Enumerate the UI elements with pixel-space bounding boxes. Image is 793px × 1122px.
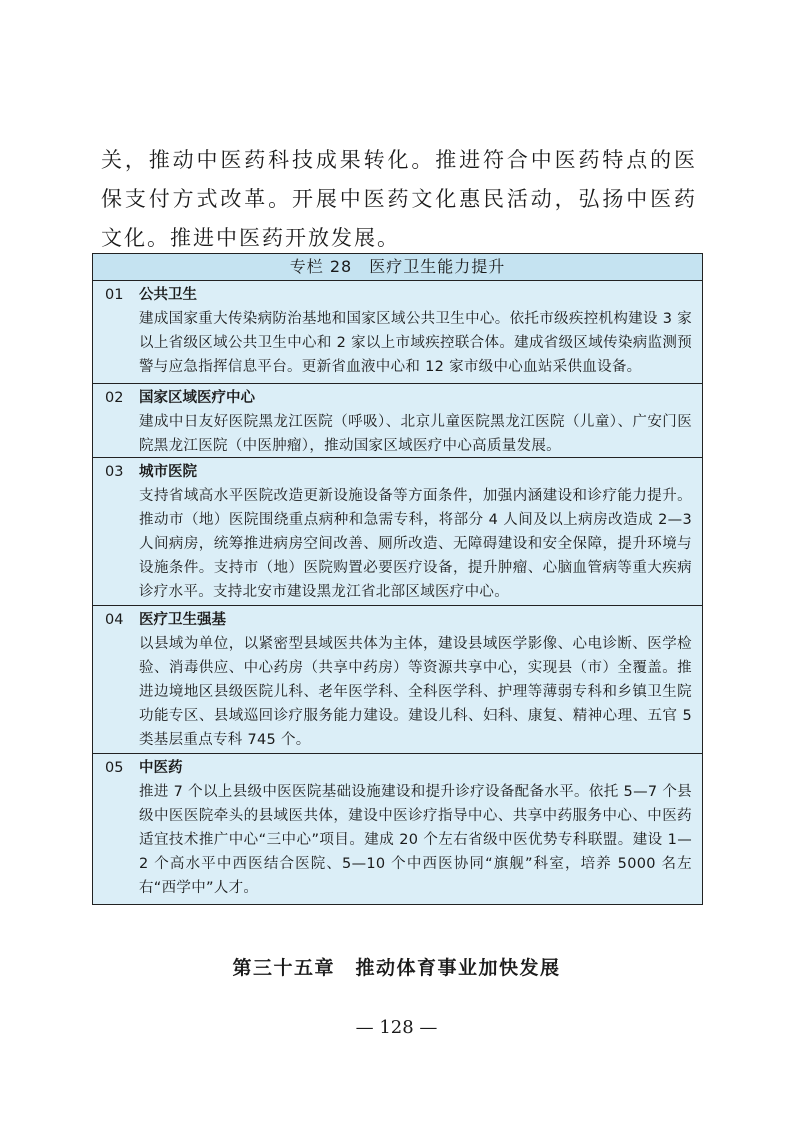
section-number: 01 [105,287,124,303]
section-city-hospital [93,458,702,606]
section-body: 建成中日友好医院黑龙江医院（呼吸）、北京儿童医院黑龙江医院（儿童）、广安门医院黑龙江医院（中医肿瘤），推动国家区域医疗中心高质量发展。 [139,414,692,454]
section-tcm [93,754,702,904]
section-body: 支持省域高水平医院改造更新设施设备等方面条件，加强内涵建设和诊疗能力提升。推动市（地）医院围绕重点病种和急需专科，将部分 4 人间及以上病房改造成 2—3 人间病房，统筹推进病房空间改善、厕所改造、无障碍建设和安全保障，提升环境与设施条件。支持市（地）医院购置必要医疗设备，提升肿瘤、心脑血管病等重大疾病诊疗水平。支持北安市建设黑龙江省北部区域医疗中心。 [139,488,692,600]
section-body: 以县域为单位，以紧密型县域医共体为主体，建设县域医学影像、心电诊断、医学检验、消毒供应、中心药房（共享中药房）等资源共享中心，实现县（市）全覆盖。推进边境地区县级医院儿科、老年医学科、全科医学科、护理等薄弱专科和乡镇卫生院功能专区、县域巡回诊疗服务能力建设。建设儿科、妇科、康复、精神心理、五官 5 类基层重点专科 745 个。 [139,636,692,748]
section-title: 城市医院 [139,464,197,480]
section-title: 公共卫生 [139,287,197,303]
section-number: 05 [105,760,124,776]
section-public-health [93,281,702,384]
section-primary-care [93,606,702,754]
section-title: 中医药 [139,760,183,776]
section-body: 建成国家重大传染病防治基地和国家区域公共卫生中心。依托市级疾控机构建设 3 家以上省级区域公共卫生中心和 2 家以上市域疾控联合体。建成省级区域传染病监测预警与应急指挥信息平台。更新省血液中心和 12 家市级中心血站采供血设备。 [139,311,692,375]
section-regional-medical-center [93,384,702,458]
section-number: 04 [105,612,124,628]
chapter-heading: 第三十五章 推动体育事业加快发展 [232,957,561,979]
section-number: 02 [105,390,124,406]
section-body: 推进 7 个以上县级中医医院基础设施建设和提升诊疗设备配备水平。依托 5—7 个县级中医医院牵头的县域医共体，建设中医诊疗指导中心、共享中药服务中心、中医药适宜技术推广中心“三中心”项目。建成 20 个左右省级中医优势专科联盟。建设 1—2 个高水平中西医结合医院、5—10 个中西医协同“旗舰”科室，培养 5000 名左右“西学中”人才。 [139,784,692,896]
page-number: — 128 — [355,1017,438,1038]
special-column-box [92,253,703,905]
section-number: 03 [105,464,124,480]
section-title: 国家区域医疗中心 [139,390,255,406]
intro-paragraph: 关，推动中医药科技成果转化。推进符合中医药特点的医保支付方式改革。开展中医药文化惠民活动，弘扬中医药文化。推进中医药开放发展。 [101,148,697,250]
box-title: 专栏 28 医疗卫生能力提升 [93,254,702,281]
section-title: 医疗卫生强基 [139,612,226,628]
